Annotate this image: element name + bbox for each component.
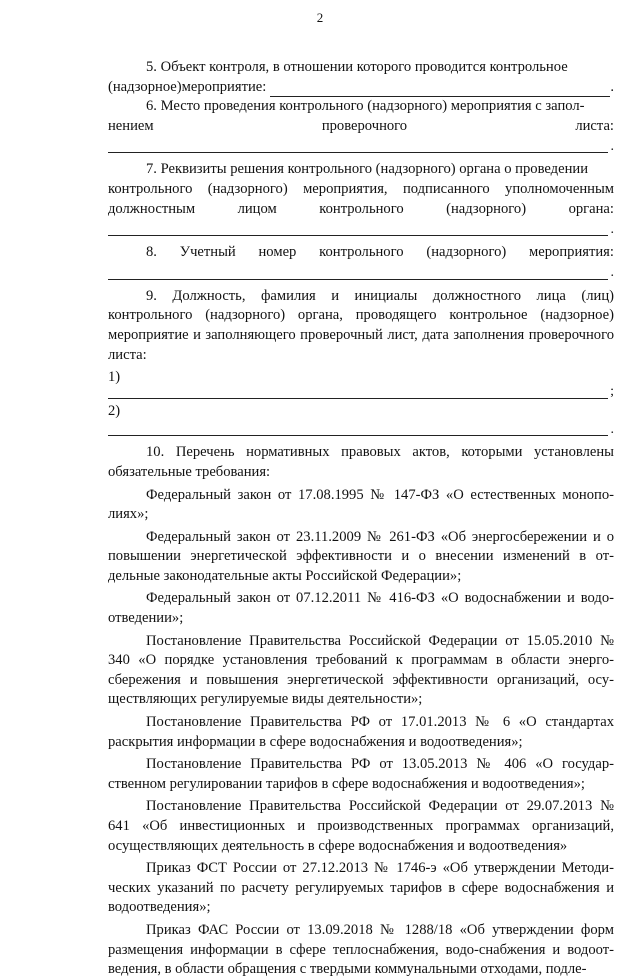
item7-word4: (надзорного) bbox=[446, 200, 527, 217]
item9-entry1-blank[interactable] bbox=[108, 382, 614, 400]
item8-word5: (надзорного) bbox=[426, 244, 507, 261]
act-4: Постановление Правительства Российской Федерации от 15.05.2010 № 340 «О порядке установления требований к программам в области энергосбережения и повышения энергетической эффективности организаций, осуществляющих регулируемые виды деятельности»; bbox=[108, 632, 614, 708]
item7-word2: лицом bbox=[237, 200, 277, 217]
item8-line1 bbox=[108, 243, 614, 263]
act-2: Федеральный закон от 23.11.2009 № 261-ФЗ «Об энергосбережении и о повышении энергетической эффективности и о внесении изменений в отдельные законодательные акты Российской Федерации»; bbox=[108, 528, 614, 584]
item7-word3: контрольного bbox=[319, 200, 404, 217]
item6-line2 bbox=[108, 117, 614, 137]
item8-blank[interactable] bbox=[108, 263, 614, 281]
item6-line1: 6. Место проведения контрольного (надзорного) мероприятия с запол- bbox=[146, 98, 585, 115]
item8-word4: контрольного bbox=[319, 244, 404, 261]
item7-word5: органа: bbox=[568, 200, 614, 217]
item9-entry2-end: . bbox=[610, 421, 614, 437]
act-6: Постановление Правительства РФ от 13.05.2013 № 406 «О государственном регулировании тарифов в сфере водоснабжения и водоотведения»; bbox=[108, 756, 614, 792]
item9-entry2-blank[interactable] bbox=[108, 419, 614, 437]
item7-line3 bbox=[108, 200, 614, 220]
item5-label: (надзорное)мероприятие: bbox=[108, 78, 267, 95]
item9-text: 9. Должность, фамилия и инициалы должностного лица (лиц) контрольного (надзорного) органа, проводящего контрольное (надзорное) мероприятие и заполняющего проверочный лист, дата заполнения проверочного листа: bbox=[108, 287, 614, 363]
item8-word3: номер bbox=[258, 244, 297, 261]
document-body bbox=[108, 58, 614, 980]
item7-end: . bbox=[610, 221, 614, 237]
act-3: Федеральный закон от 07.12.2011 № 416-ФЗ «О водоснабжении и водоотведении»; bbox=[108, 590, 614, 627]
item5-line2 bbox=[108, 78, 614, 98]
item6-end: . bbox=[610, 138, 614, 154]
item7-word1: должностным bbox=[108, 200, 196, 217]
item8-word6: мероприятия: bbox=[529, 244, 614, 261]
item6-blank[interactable] bbox=[108, 136, 614, 154]
item5-line1: 5. Объект контроля, в отношении которого проводится контрольное bbox=[146, 59, 568, 75]
item8-end: . bbox=[610, 265, 614, 281]
item8-word2: Учетный bbox=[179, 244, 236, 261]
item9-entry1-end: ; bbox=[610, 384, 614, 400]
item9-entry1-label: 1) bbox=[108, 369, 121, 386]
item5-blank[interactable] bbox=[270, 82, 610, 97]
item6-word2: проверочного bbox=[321, 117, 408, 134]
act-1: Федеральный закон от 17.08.1995 № 147-ФЗ «О естественных монополиях»; bbox=[108, 486, 614, 523]
item5-end: . bbox=[610, 78, 614, 95]
item8-word1: 8. bbox=[146, 244, 157, 261]
item6-word3: листа: bbox=[575, 117, 614, 134]
act-8: Приказ ФСТ России от 27.12.2013 № 1746-э «Об утверждении Методических указаний по расчету регулируемых тарифов в сфере водоснабжения и водоотведения»; bbox=[108, 860, 614, 916]
act-7: Постановление Правительства Российской Федерации от 29.07.2013 № 641 «Об инвестиционных и производственных программах организаций, осуществляющих деятельность в сфере водоснабжения и водоотведения» bbox=[108, 798, 614, 854]
item7-blank[interactable] bbox=[108, 219, 614, 237]
item7-line2: контрольного (надзорного) мероприятия, подписанного уполномоченным bbox=[108, 180, 614, 197]
page-number: 2 bbox=[316, 10, 324, 25]
act-5: Постановление Правительства РФ от 17.01.2013 № 6 «О стандартах раскрытия информации в сфере водоснабжения и водоотведения»; bbox=[108, 714, 614, 750]
item9-entry2-label: 2) bbox=[108, 402, 121, 419]
item7-line1: 7. Реквизиты решения контрольного (надзорного) органа о проведении bbox=[146, 161, 589, 178]
act-9: Приказ ФАС России от 13.09.2018 № 1288/18 «Об утверждении форм размещения информации в сфере теплоснабжения, водо-снабжения и водоотведения, в области обращения с твердыми коммунальными отходами, подле- bbox=[108, 921, 614, 978]
item10-heading: 10. Перечень нормативных правовых актов, которыми установлены обязательные требования: bbox=[108, 444, 614, 480]
item6-word1: нением bbox=[108, 117, 154, 134]
